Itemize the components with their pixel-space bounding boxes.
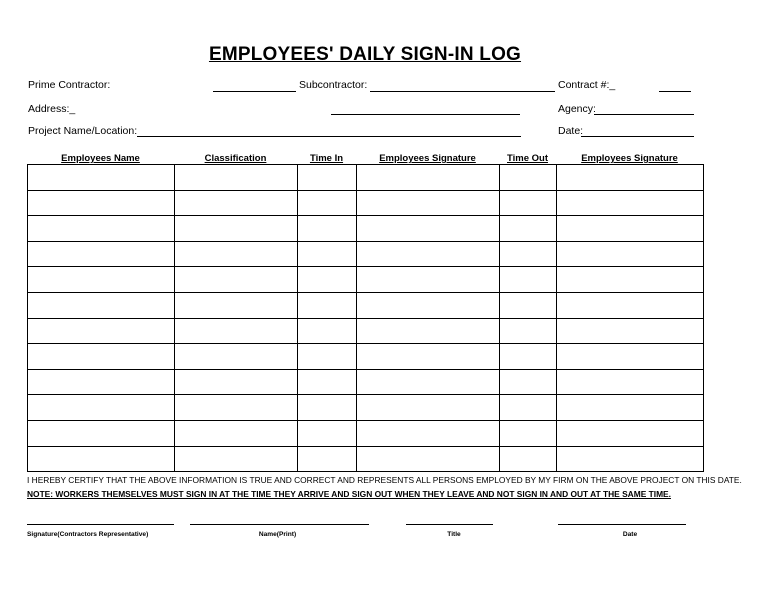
cell-time-in[interactable]: [298, 165, 357, 191]
cell-time-in[interactable]: [298, 267, 357, 293]
cell-employees-name[interactable]: [28, 165, 175, 191]
cell-employees-signature-in[interactable]: [357, 292, 500, 318]
cell-time-out[interactable]: [500, 267, 557, 293]
contract-number-label: Contract #:_: [558, 79, 616, 91]
prime-contractor-label: Prime Contractor:: [28, 79, 111, 91]
table-row: [28, 446, 704, 472]
cell-classification[interactable]: [175, 446, 298, 472]
cell-time-out[interactable]: [500, 165, 557, 191]
table-row: [28, 241, 704, 267]
cell-time-out[interactable]: [500, 216, 557, 242]
column-header-time-out: Time Out: [507, 153, 548, 164]
page-title: EMPLOYEES' DAILY SIGN-IN LOG: [208, 44, 522, 65]
cell-employees-signature-out[interactable]: [557, 165, 704, 191]
name-print-label: Name(Print): [258, 531, 297, 538]
cell-employees-name[interactable]: [28, 344, 175, 370]
cell-employees-signature-in[interactable]: [357, 241, 500, 267]
cell-employees-signature-out[interactable]: [557, 241, 704, 267]
cell-time-out[interactable]: [500, 344, 557, 370]
cell-classification[interactable]: [175, 292, 298, 318]
title-line[interactable]: [406, 524, 493, 525]
cell-classification[interactable]: [175, 190, 298, 216]
table-row: [28, 190, 704, 216]
cell-employees-signature-in[interactable]: [357, 318, 500, 344]
cell-employees-signature-in[interactable]: [357, 344, 500, 370]
cell-time-in[interactable]: [298, 190, 357, 216]
cell-time-in[interactable]: [298, 241, 357, 267]
table-row: [28, 165, 704, 191]
cell-time-out[interactable]: [500, 190, 557, 216]
cell-employees-signature-out[interactable]: [557, 420, 704, 446]
cell-employees-signature-out[interactable]: [557, 344, 704, 370]
cell-classification[interactable]: [175, 420, 298, 446]
cell-time-out[interactable]: [500, 395, 557, 421]
cell-employees-name[interactable]: [28, 395, 175, 421]
date-label: Date:: [558, 125, 584, 137]
cell-time-out[interactable]: [500, 446, 557, 472]
cell-employees-signature-in[interactable]: [357, 165, 500, 191]
cell-time-out[interactable]: [500, 420, 557, 446]
cell-employees-signature-in[interactable]: [357, 446, 500, 472]
cell-time-out[interactable]: [500, 241, 557, 267]
cell-classification[interactable]: [175, 165, 298, 191]
title-label: Title: [447, 531, 461, 538]
cell-employees-name[interactable]: [28, 292, 175, 318]
sign-in-table: [27, 164, 704, 472]
cell-employees-name[interactable]: [28, 190, 175, 216]
cell-classification[interactable]: [175, 344, 298, 370]
table-row: [28, 292, 704, 318]
agency-label: Agency:: [558, 103, 596, 115]
cell-employees-name[interactable]: [28, 216, 175, 242]
signature-line[interactable]: [27, 524, 174, 525]
cell-classification[interactable]: [175, 267, 298, 293]
table-row: [28, 420, 704, 446]
prime-contractor-field[interactable]: [213, 91, 296, 92]
cell-employees-signature-in[interactable]: [357, 267, 500, 293]
subcontractor-label: Subcontractor:: [299, 79, 368, 91]
cell-time-out[interactable]: [500, 318, 557, 344]
cell-employees-signature-out[interactable]: [557, 446, 704, 472]
cell-employees-signature-out[interactable]: [557, 369, 704, 395]
cell-employees-signature-in[interactable]: [357, 190, 500, 216]
cell-time-in[interactable]: [298, 446, 357, 472]
certification-statement: I HEREBY CERTIFY THAT THE ABOVE INFORMATION IS TRUE AND CORRECT AND REPRESENTS ALL PERSONS EMPLOYED BY MY FIRM ON THE ABOVE PROJECT ON THIS DATE.: [27, 475, 742, 485]
cell-employees-name[interactable]: [28, 318, 175, 344]
cell-time-in[interactable]: [298, 420, 357, 446]
cell-employees-name[interactable]: [28, 241, 175, 267]
cell-employees-signature-out[interactable]: [557, 216, 704, 242]
table-row: [28, 369, 704, 395]
column-header-employees-name: Employees Name: [61, 153, 140, 164]
cell-employees-signature-in[interactable]: [357, 395, 500, 421]
signature-label: Signature(Contractors Representative): [27, 531, 149, 538]
cell-employees-name[interactable]: [28, 420, 175, 446]
table-row: [28, 318, 704, 344]
cell-classification[interactable]: [175, 216, 298, 242]
cell-time-in[interactable]: [298, 369, 357, 395]
cell-time-in[interactable]: [298, 344, 357, 370]
cell-time-in[interactable]: [298, 318, 357, 344]
cell-employees-signature-out[interactable]: [557, 267, 704, 293]
cell-employees-name[interactable]: [28, 446, 175, 472]
cell-time-out[interactable]: [500, 369, 557, 395]
date-signature-label: Date: [622, 531, 638, 538]
cell-classification[interactable]: [175, 241, 298, 267]
contract-number-field[interactable]: [659, 91, 691, 92]
cell-employees-signature-in[interactable]: [357, 369, 500, 395]
cell-employees-signature-out[interactable]: [557, 190, 704, 216]
cell-time-in[interactable]: [298, 292, 357, 318]
agency-field[interactable]: [594, 114, 694, 115]
column-header-employees-signature-in: Employees Signature: [379, 153, 476, 164]
cell-employees-signature-in[interactable]: [357, 216, 500, 242]
project-name-location-field[interactable]: [137, 136, 521, 137]
column-header-time-in: Time In: [309, 153, 344, 164]
cell-time-in[interactable]: [298, 216, 357, 242]
name-print-line[interactable]: [190, 524, 369, 525]
cell-employees-name[interactable]: [28, 369, 175, 395]
cell-employees-signature-in[interactable]: [357, 420, 500, 446]
cell-time-out[interactable]: [500, 292, 557, 318]
cell-employees-name[interactable]: [28, 267, 175, 293]
address-field[interactable]: [331, 114, 520, 115]
column-header-classification: Classification: [204, 153, 267, 164]
project-name-location-label: Project Name/Location:: [28, 125, 138, 137]
cell-time-in[interactable]: [298, 395, 357, 421]
table-row: [28, 395, 704, 421]
address-label: Address:_: [28, 103, 76, 115]
date-signature-line[interactable]: [558, 524, 686, 525]
cell-employees-signature-out[interactable]: [557, 292, 704, 318]
subcontractor-field[interactable]: [370, 91, 555, 92]
cell-classification[interactable]: [175, 369, 298, 395]
table-row: [28, 267, 704, 293]
date-field[interactable]: [581, 136, 694, 137]
cell-employees-signature-out[interactable]: [557, 395, 704, 421]
column-header-employees-signature-out: Employees Signature: [581, 153, 678, 164]
note-statement: NOTE: WORKERS THEMSELVES MUST SIGN IN AT THE TIME THEY ARRIVE AND SIGN OUT WHEN THEY LEAVE AND NOT SIGN IN AND OUT AT THE SAME TIME.: [27, 489, 671, 499]
table-row: [28, 216, 704, 242]
cell-employees-signature-out[interactable]: [557, 318, 704, 344]
cell-classification[interactable]: [175, 395, 298, 421]
cell-classification[interactable]: [175, 318, 298, 344]
table-row: [28, 344, 704, 370]
